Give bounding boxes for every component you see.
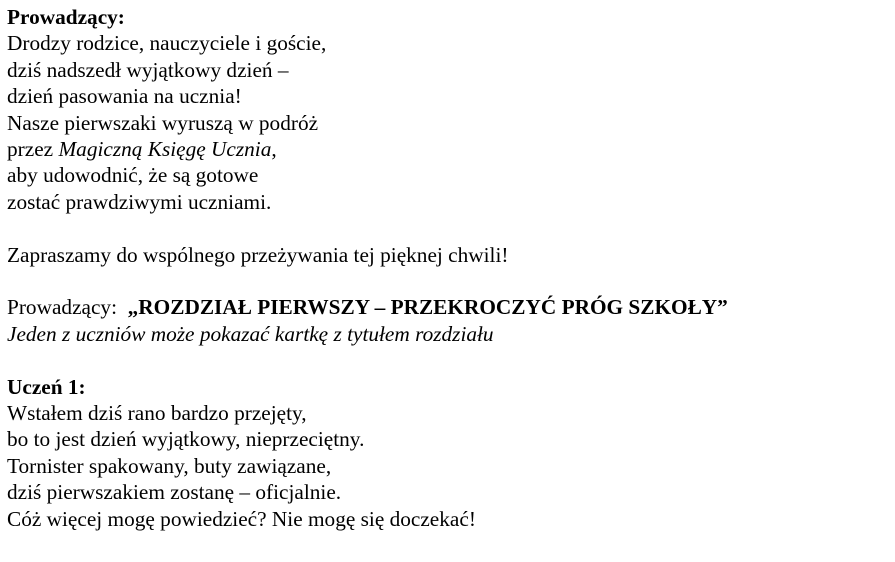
speaker-label: Prowadzący: xyxy=(7,5,125,29)
paragraph-gap xyxy=(7,268,887,294)
paragraph-gap xyxy=(7,215,887,241)
speaker-label: Prowadzący: xyxy=(7,295,128,320)
invitation-line: Zapraszamy do wspólnego przeżywania tej pięknej chwili! xyxy=(7,242,509,267)
book-title: Magiczną Księgę Ucznia xyxy=(58,137,272,162)
student-1-section xyxy=(7,374,887,532)
verse-line: dzień pasowania na ucznia! xyxy=(7,84,242,109)
verse-line: dziś nadszedł wyjątkowy dzień – xyxy=(7,57,289,82)
script-document xyxy=(7,4,887,532)
chapter-section xyxy=(7,294,887,347)
verse-line: Tornister spakowany, buty zawiązane, xyxy=(7,453,332,478)
speaker-label: Uczeń 1: xyxy=(7,374,86,399)
intro-section xyxy=(7,4,887,215)
verse-text: , xyxy=(271,137,277,162)
paragraph-gap xyxy=(7,347,887,373)
verse-line: aby udowodnić, że są gotowe xyxy=(7,163,259,188)
verse-line: Nasze pierwszaki wyruszą w podróż xyxy=(7,110,319,135)
stage-direction: Jeden z uczniów może pokazać kartkę z tytułem rozdziału xyxy=(7,321,494,346)
chapter-title: „ROZDZIAŁ PIERWSZY – PRZEKROCZYĆ PRÓG SZKOŁY” xyxy=(127,295,728,320)
verse-line: bo to jest dzień wyjątkowy, nieprzeciętny. xyxy=(7,427,365,452)
chapter-heading xyxy=(7,294,887,320)
verse-line: Drodzy rodzice, nauczyciele i goście, xyxy=(7,31,327,56)
verse-line: zostać prawdziwymi uczniami. xyxy=(7,189,272,214)
verse-line: Wstałem dziś rano bardzo przejęty, xyxy=(7,401,307,426)
verse-line: dziś pierwszakiem zostanę – oficjalnie. xyxy=(7,480,342,505)
verse-text: przez xyxy=(7,137,59,162)
verse-line: Cóż więcej mogę powiedzieć? Nie mogę się doczekać! xyxy=(7,506,476,531)
verse-line-with-book-title xyxy=(7,136,887,162)
